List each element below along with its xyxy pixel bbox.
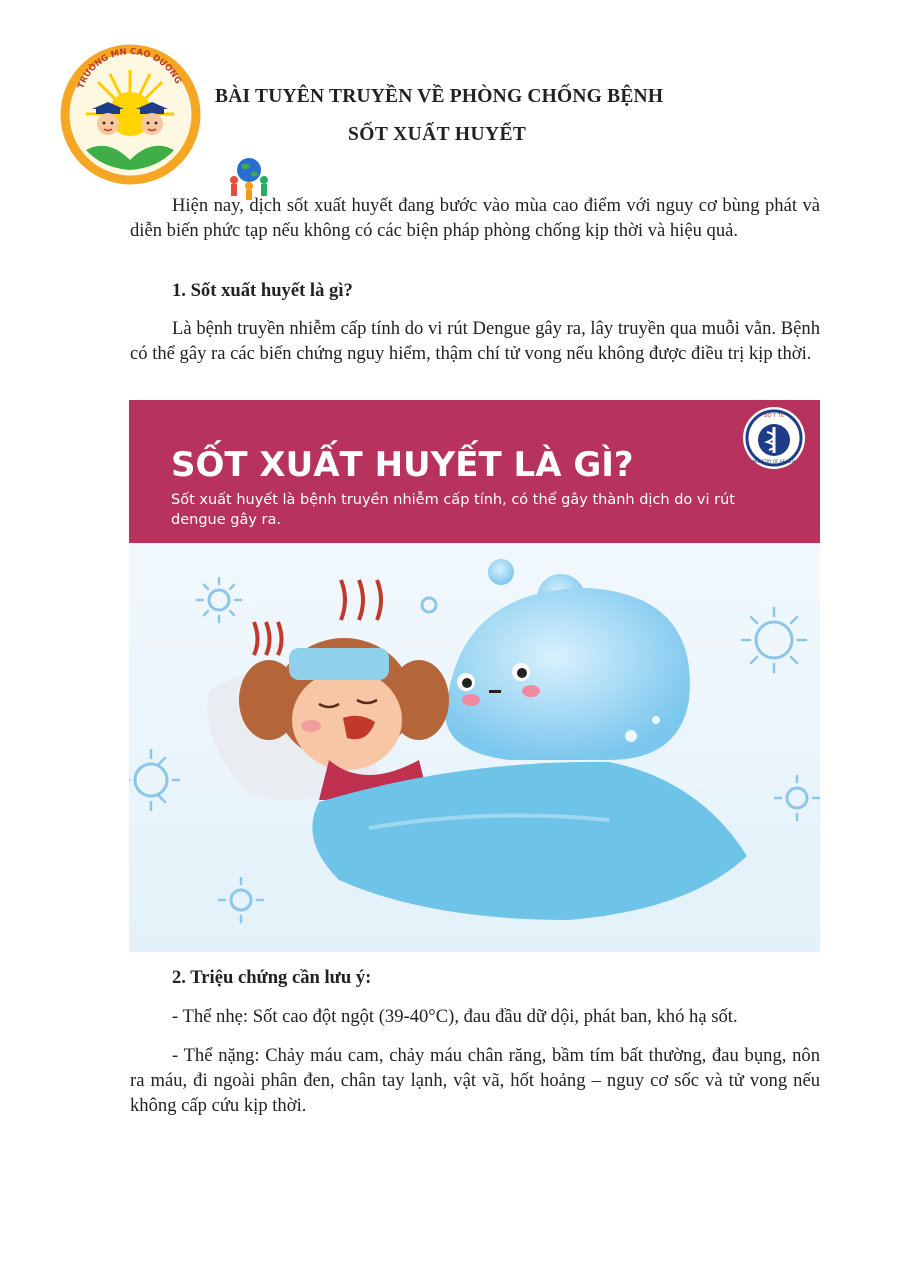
- symptom-severe: - Thể nặng: Chảy máu cam, chảy máu chân răng, bầm tím bất thường, đau bụng, nôn ra máu, đi ngoài phân đen, chân tay lạnh, vật vã, hốt hoảng – nguy cơ sốc và tử vong nếu không cấp cứu kịp thời.: [130, 1045, 820, 1116]
- ministry-seal-icon: [743, 407, 805, 469]
- seal-text-bottom: MINISTRY OF HEALTH: [752, 459, 796, 464]
- document-title-line1: BÀI TUYÊN TRUYỀN VỀ PHÒNG CHỐNG BỆNH: [215, 86, 664, 107]
- document-title-line2: SỐT XUẤT HUYẾT: [348, 124, 527, 145]
- section1-paragraph: Là bệnh truyền nhiễm cấp tính do vi rút Dengue gây ra, lây truyền qua muỗi vằn. Bệnh có thể gây ra các biến chứng nguy hiểm, thậm chí tử vong nếu không được điều trị kịp thời.: [130, 318, 820, 364]
- school-logo: [58, 42, 203, 187]
- intro-paragraph: Hiện nay, dịch sốt xuất huyết đang bước vào mùa cao điểm với nguy cơ bùng phát và diễn biến phức tạp nếu không có các biện pháp phòng chống kịp thời và hiệu quả.: [130, 195, 820, 241]
- symptom-mild: - Thể nhẹ: Sốt cao đột ngột (39-40°C), đau đầu dữ dội, phát ban, khó hạ sốt.: [172, 1006, 738, 1027]
- poster-subtitle-line1: Sốt xuất huyết là bệnh truyền nhiễm cấp tính, có thể gây thành dịch do vi rút: [171, 492, 735, 508]
- section1-heading: 1. Sốt xuất huyết là gì?: [172, 280, 353, 301]
- seal-text: BỘ Y TẾ: [764, 413, 784, 419]
- poster-title: SỐT XUẤT HUYẾT LÀ GÌ?: [171, 445, 634, 485]
- section2-heading: 2. Triệu chứng cần lưu ý:: [172, 967, 372, 988]
- dengue-poster: [129, 400, 820, 952]
- poster-subtitle-line2: dengue gây ra.: [171, 512, 281, 528]
- logo-arc-text: TRƯỜNG MN CAO DƯƠNG: [76, 47, 183, 91]
